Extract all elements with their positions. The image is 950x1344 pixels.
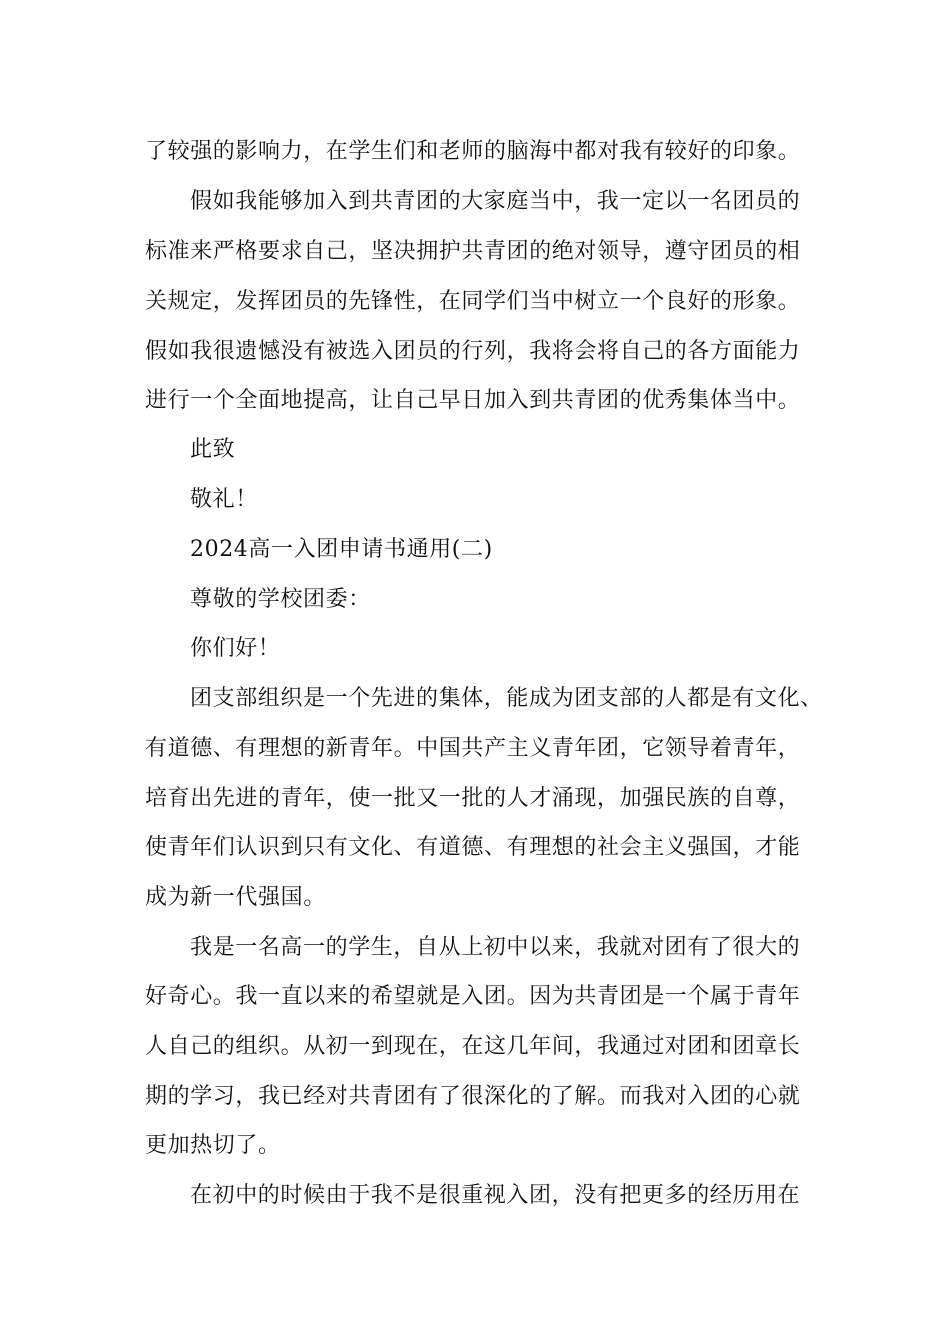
text-line: 标准来严格要求自己，坚决拥护共青团的绝对领导，遵守团员的相 <box>145 239 801 264</box>
salutation: 尊敬的学校团委： <box>190 587 371 612</box>
text-line: 培育出先进的青年，使一批又一批的人才涌现，加强民族的自尊， <box>145 786 801 811</box>
text-line: 人自己的组织。从初一到现在，在这几年间，我通过对团和团章长 <box>145 1034 801 1059</box>
text-line: 假如我很遗憾没有被选入团员的行列，我将会将自己的各方面能力 <box>145 339 801 364</box>
closing-line: 此致 <box>190 437 236 462</box>
text-line: 期的学习，我已经对共青团有了很深化的了解。而我对入团的心就 <box>145 1084 801 1109</box>
closing-salute: 敬礼！ <box>190 487 258 512</box>
text-line: 在初中的时候由于我不是很重视入团，没有把更多的经历用在 <box>190 1183 801 1208</box>
text-line: 假如我能够加入到共青团的大家庭当中，我一定以一名团员的 <box>190 189 801 214</box>
text-line: 使青年们认识到只有文化、有道德、有理想的社会主义强国，才能 <box>145 835 801 860</box>
text-line: 有道德、有理想的新青年。中国共产主义青年团，它领导着青年， <box>145 736 801 761</box>
text-line: 进行一个全面地提高，让自己早日加入到共青团的优秀集体当中。 <box>145 388 801 413</box>
text-line: 成为新一代强国。 <box>145 885 326 910</box>
text-line: 好奇心。我一直以来的希望就是入团。因为共青团是一个属于青年 <box>145 984 801 1009</box>
text-line: 团支部组织是一个先进的集体，能成为团支部的人都是有文化、 <box>190 686 823 711</box>
text-line: 了较强的影响力，在学生们和老师的脑海中都对我有较好的印象。 <box>145 139 801 164</box>
section-title: 2024高一入团申请书通用(二) <box>190 537 493 562</box>
text-line: 我是一名高一的学生，自从上初中以来，我就对团有了很大的 <box>190 935 801 960</box>
text-line: 更加热切了。 <box>145 1133 281 1158</box>
text-line: 关规定，发挥团员的先锋性，在同学们当中树立一个良好的形象。 <box>145 289 801 314</box>
greeting: 你们好！ <box>190 636 281 661</box>
